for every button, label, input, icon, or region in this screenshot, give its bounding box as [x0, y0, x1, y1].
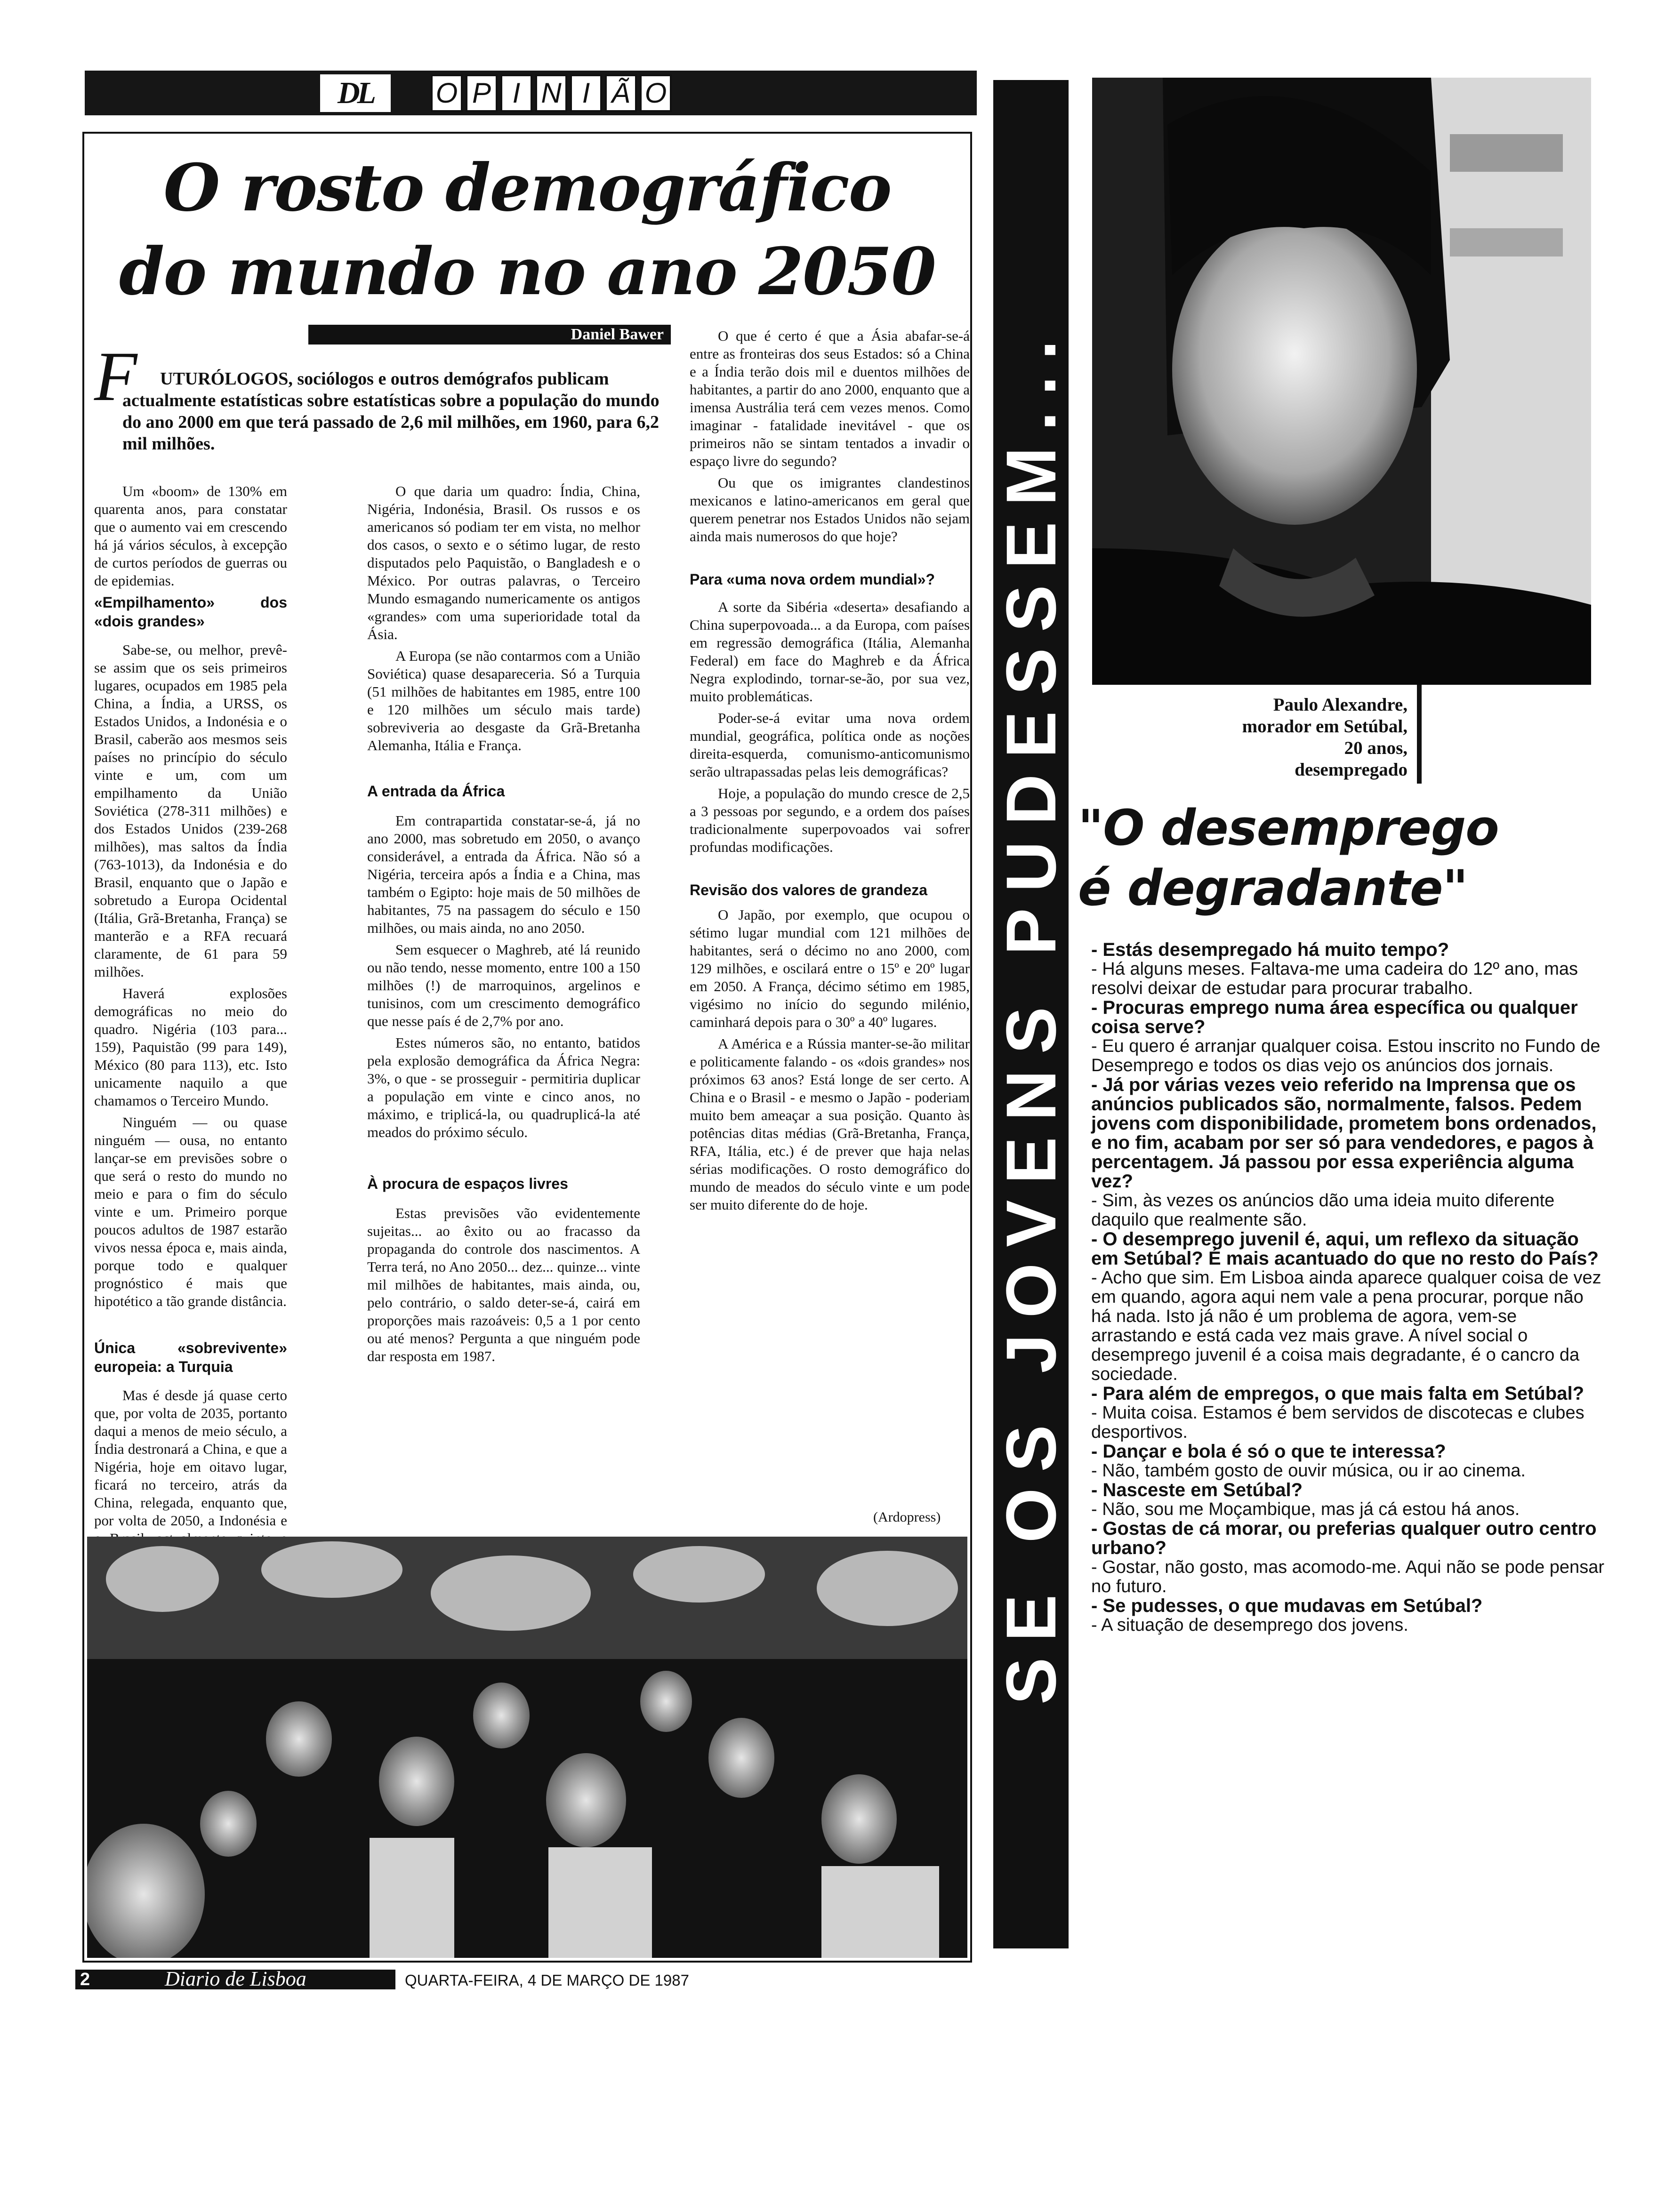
- interview-question: - O desemprego juvenil é, aqui, um reflexo da situação em Setúbal? É mais acantuado do que no resto do País?: [1091, 1229, 1599, 1269]
- paragraph: Hoje, a população do mundo cresce de 2,5 a 3 pessoas por segundo, e a ordem dos países tradicionalmente superpovoados vai sofrer profundas modificações.: [690, 785, 970, 855]
- subhead: Revisão dos valores de grandeza: [690, 882, 928, 898]
- interview-answer: - Acho que sim. Em Lisboa ainda aparece qualquer coisa de vez em quando, agora aqui nem vale a pena procurar, porque não há nada. Isto já não é um problema de agora, vem-se arrastando e está cada vez mais grave. A nível social o desemprego juvenil é a coisa mais degradante, é o cancro da sociedade.: [1091, 1268, 1601, 1384]
- article-column-1-continued: [94, 593, 287, 1601]
- paragraph: Um «boom» de 130% em quarenta anos, para constatar que o aumento vai em crescendo há já vários séculos, à excepção de curtos períodos de guerras ou de epidemias.: [94, 483, 287, 589]
- crowd-photo: [87, 1537, 967, 1958]
- interview-question: - Já por várias vezes veio referido na Imprensa que os anúncios publicados são, normalmente, falsos. Pedem jovens com disponibilidade, prometem bons ordenados, e no fim, acabam por ser só para vendedores, e pagos à percentagem. Já passou por essa experiência alguma vez?: [1091, 1074, 1597, 1192]
- interview-answer: - Eu quero é arranjar qualquer coisa. Estou inscrito no Fundo de Desemprego e todos os dias vejo os anúncios dos jornais.: [1091, 1036, 1601, 1075]
- paragraph: Sem esquecer o Maghreb, até lá reunido ou não tendo, nesse momento, entre 100 a 150 milhões (!) de marroquinos, argelinos e tunisinos, com um crescimento demográfico que nesse país é de 2,7% por ano.: [367, 941, 640, 1029]
- section-letter: I: [500, 74, 532, 112]
- interview-answer: - Há alguns meses. Faltava-me uma cadeira do 12º ano, mas resolvi deixar de estudar para procurar trabalho.: [1091, 959, 1578, 998]
- paragraph: O que é certo é que a Ásia abafar-se-á entre as fronteiras dos seus Estados: só a China e a Índia terão dois mil e duentos milhões de habitantes, a partir do ano 2000, enquanto que a imensa Austrália terá cem vezes menos. Como imaginar - fatalidade inevitável - que os primeiros não se sintam tentados a invadir o espaço livre do segundo?: [690, 328, 970, 469]
- article-headline: [113, 146, 941, 313]
- article-column-3: [690, 327, 970, 1214]
- section-letter: N: [535, 74, 567, 112]
- subhead: À procura de espaços livres: [367, 1175, 568, 1192]
- interview-answer: - Não, sou me Moçambique, mas já cá estou há anos.: [1091, 1499, 1520, 1519]
- interview-answer: - Não, também gosto de ouvir música, ou ir ao cinema.: [1091, 1461, 1526, 1481]
- newspaper-name: Diario de Lisboa: [165, 1967, 306, 1990]
- section-letter: P: [466, 74, 498, 112]
- paragraph: O que daria um quadro: Índia, China, Nigéria, Indonésia, Brasil. Os russos e os americanos só podiam ter em vista, no melhor dos casos, o sexto e o sétimo lugar, de resto disputados pelo Paquistão, o Bangladesh e o México. Por outras palavras, o Terceiro Mundo esmagando numericamente os antigos «grandes» com uma superioridade total da Ásia.: [367, 483, 640, 642]
- interview-answer: - Sim, às vezes os anúncios dão uma ideia muito diferente daquilo que realmente são.: [1091, 1191, 1555, 1230]
- caption-line: 20 anos,: [1344, 738, 1408, 758]
- article-column-2: [367, 482, 640, 1365]
- article-column-1: [94, 482, 287, 590]
- caption-line: desempregado: [1295, 760, 1408, 780]
- paragraph: Mas é desde já quase certo que, por volta de 2035, portanto daqui a menos de meio século, a Índia destronará a China, e que a Nigéria, hoje em oitavo lugar, ficará no terceiro, atrás da China, relegada, enquanto que, por volta de 2050, a Indonésia e: [94, 1387, 287, 1529]
- lead-rest: actualmente estatísticas sobre estatísticas sobre a população do mundo do ano 2000 em que terá passado de 2,6 mil milhões, em 1960, para 6,2 mil milhões.: [122, 391, 660, 454]
- dropcap: F: [94, 337, 137, 416]
- interview-question: - Nasceste em Setúbal?: [1091, 1480, 1303, 1500]
- vertical-section-label: SE OS JOVENS PUDESSEM...: [991, 324, 1070, 1705]
- paragraph: A sorte da Sibéria «deserta» desafiando a China superpovoada... a da Europa, com países em regressão demográfica (Itália, Alemanha Federal) em face do Maghreb e da África Negra explodindo, tornar-se-ão, por sua vez, muito problemáticas.: [690, 599, 970, 705]
- byline: Daniel Bawer: [571, 326, 664, 343]
- crowd-photo-image: [87, 1537, 967, 1958]
- caption-rule: [1417, 685, 1422, 784]
- article-lead: [122, 368, 678, 455]
- portrait-caption: [1130, 694, 1408, 781]
- interview-question: - Estás desempregado há muito tempo?: [1091, 939, 1449, 960]
- paragraph: O Japão, por exemplo, que ocupou o sétimo lugar mundial com 121 milhões de habitantes, será o décimo no ano 2000, com 129 milhões, e oscilará entre o 15º e 20º lugar em 2050. A França, décimo sétimo em 1985, vigésimo no início do segundo milénio, caminhará depois para o 30º a 40º lugares.: [690, 906, 970, 1030]
- page-number: 2: [80, 1970, 90, 1989]
- interview-question: - Gostas de cá morar, ou preferias qualquer outro centro urbano?: [1091, 1518, 1597, 1558]
- paragraph: Em contrapartida constatar-se-á, já no ano 2000, mas sobretudo em 2050, o avanço considerável, a entrada da África. Não só a Nigéria, terceira após a Índia e a China, mas também o Egipto: hoje mais de 50 milhões de habitantes, 75 na passagem do século e 150 milhões, ou mais ainda, no ano 2050.: [367, 812, 640, 936]
- caption-line: Paulo Alexandre,: [1273, 695, 1408, 715]
- section-letter: Ã: [605, 74, 637, 112]
- paragraph: Ou que os imigrantes clandestinos mexicanos e latino-americanos em geral que querem penetrar nos Estados Unidos não sejam ainda mais numerosos do que hoje?: [690, 474, 970, 545]
- subhead: A entrada da África: [367, 783, 505, 800]
- headline-line-1: O rosto demográfico: [163, 149, 891, 226]
- paragraph: Estas previsões vão evidentemente sujeitas... ao êxito ou ao fracasso da propaganda do controle dos nascimentos. A Terra terá, no Ano 2050... dez... quinze... vinte mil milhões de habitantes, mais ainda, ou, pelo contrário, o saldo deter-se-á, cairá em proporções mais razoáveis: 0,5 a 1 por cento ou até menos? Pergunta a que ninguém pode dar resposta em 1987.: [367, 1205, 640, 1364]
- subhead: Para «uma nova ordem mundial»?: [690, 571, 935, 588]
- paragraph: Sabe-se, ou melhor, prevê-se assim que os seis primeiros lugares, ocupados em 1985 pela China, a Índia, a URSS, os Estados Unidos, a Indonésia e o Brasil, caberão aos mesmos seis países no princípio do século vinte e um, com um empilhamento da União Soviética (278-311 milhões) e dos Estados Unidos (239-268 milhões), mas saltos da Índia (763-1013), da Indonésia e do Brasil, enquanto que o Japão e sobretudo a Europa Ocidental (Itália, Grã-Bretanha, França) se manterão e a RFA recuará claramente, de 61 para 59 milhões.: [94, 641, 287, 980]
- interview-question: - Procuras emprego numa área específica ou qualquer coisa serve?: [1091, 997, 1578, 1037]
- interview-title-line-1: "O desemprego: [1078, 799, 1499, 857]
- interview-answer: - A situação de desemprego dos jovens.: [1091, 1615, 1408, 1635]
- article-credit: (Ardopress): [873, 1509, 941, 1525]
- issue-date: QUARTA-FEIRA, 4 DE MARÇO DE 1987: [405, 1972, 689, 1989]
- paragraph: Haverá explosões demográficas no meio do quadro. Nigéria (103 para... 159), Paquistão (99 para 149), México (80 para 113), etc. Isto unicamente naquilo a que chamamos o Terceiro Mundo.: [94, 985, 287, 1109]
- interview-title: [1078, 798, 1605, 918]
- interview-answer: - Gostar, não gosto, mas acomodo-me. Aqui não se pode pensar no futuro.: [1091, 1557, 1604, 1596]
- caption-line: morador em Setúbal,: [1242, 716, 1408, 737]
- portrait-image: [1092, 78, 1591, 685]
- interview-question: - Se pudesses, o que mudavas em Setúbal?: [1091, 1595, 1483, 1616]
- subhead: Única «sobrevivente» europeia: a Turquia: [94, 1339, 287, 1375]
- section-letter: O: [640, 74, 672, 112]
- section-letter: I: [570, 74, 602, 112]
- paragraph: A Europa (se não contarmos com a União Soviética) quase desapareceria. Só a Turquia (51 milhões de habitantes em 1985, entre 100 e 120 milhões um século mais tarde) sobreviveria ao desgaste da Grã-Bretanha Alemanha, Itália e França.: [367, 648, 640, 753]
- dl-logo: DL: [320, 74, 391, 112]
- headline-line-2: do mundo no ano 2050: [119, 233, 936, 310]
- interview-question: - Dançar e bola é só o que te interessa?: [1091, 1441, 1446, 1462]
- section-letter: O: [431, 74, 463, 112]
- paragraph: Estes números são, no entanto, batidos pela explosão demográfica da África Negra: 3%, o que - se prosseguir - permitiria duplicar a população em vinte e cinco anos, no máximo, e triplicá-la, ou quadruplicá-la até meados do próximo século.: [367, 1034, 640, 1140]
- interview-answer: - Muita coisa. Estamos é bem servidos de discotecas e clubes desportivos.: [1091, 1403, 1585, 1442]
- interview-question: - Para além de empregos, o que mais falta em Setúbal?: [1091, 1383, 1585, 1404]
- portrait-photo: [1092, 78, 1591, 685]
- paragraph: Ninguém — ou quase ninguém — ousa, no entanto lançar-se em previsões sobre o que será o resto do mundo no meio e para o fim do século vinte e um. Primeiro porque poucos adultos de 1987 estarão vivos nessa época e, mais ainda, porque todo e qualquer prognóstico é mais que hipotético a tão grande distância.: [94, 1114, 287, 1309]
- paragraph: A América e a Rússia manter-se-ão militar e politicamente falando - os «dois grandes» nos próximos 63 anos? Está longe de ser certo. A China e o Brasil - e mesmo o Japão - poderiam muito bem ameaçar a sua posição. Quanto às potências ditas médias (Grã-Bretanha, França, RFA, Itália, etc.) é de prever que haja nelas sérias modificações. O rosto demográfico do mundo de meados do século vinte e um pode ser muito diferente do de hoje.: [690, 1035, 970, 1213]
- paragraph: Poder-se-á evitar uma nova ordem mundial, geográfica, política onde as noções direita-esquerda, comunismo-anticomunismo serão ultrapassadas pelas leis demográficas?: [690, 710, 970, 780]
- subhead: «Empilhamento» dos «dois grandes»: [94, 594, 287, 630]
- lead-first-line: UTURÓLOGOS, sociólogos e outros demógrafos publicam: [160, 369, 609, 389]
- interview-title-line-2: é degradante": [1078, 859, 1468, 917]
- interview-body: [1091, 940, 1604, 1635]
- section-title-opiniao: [431, 74, 675, 112]
